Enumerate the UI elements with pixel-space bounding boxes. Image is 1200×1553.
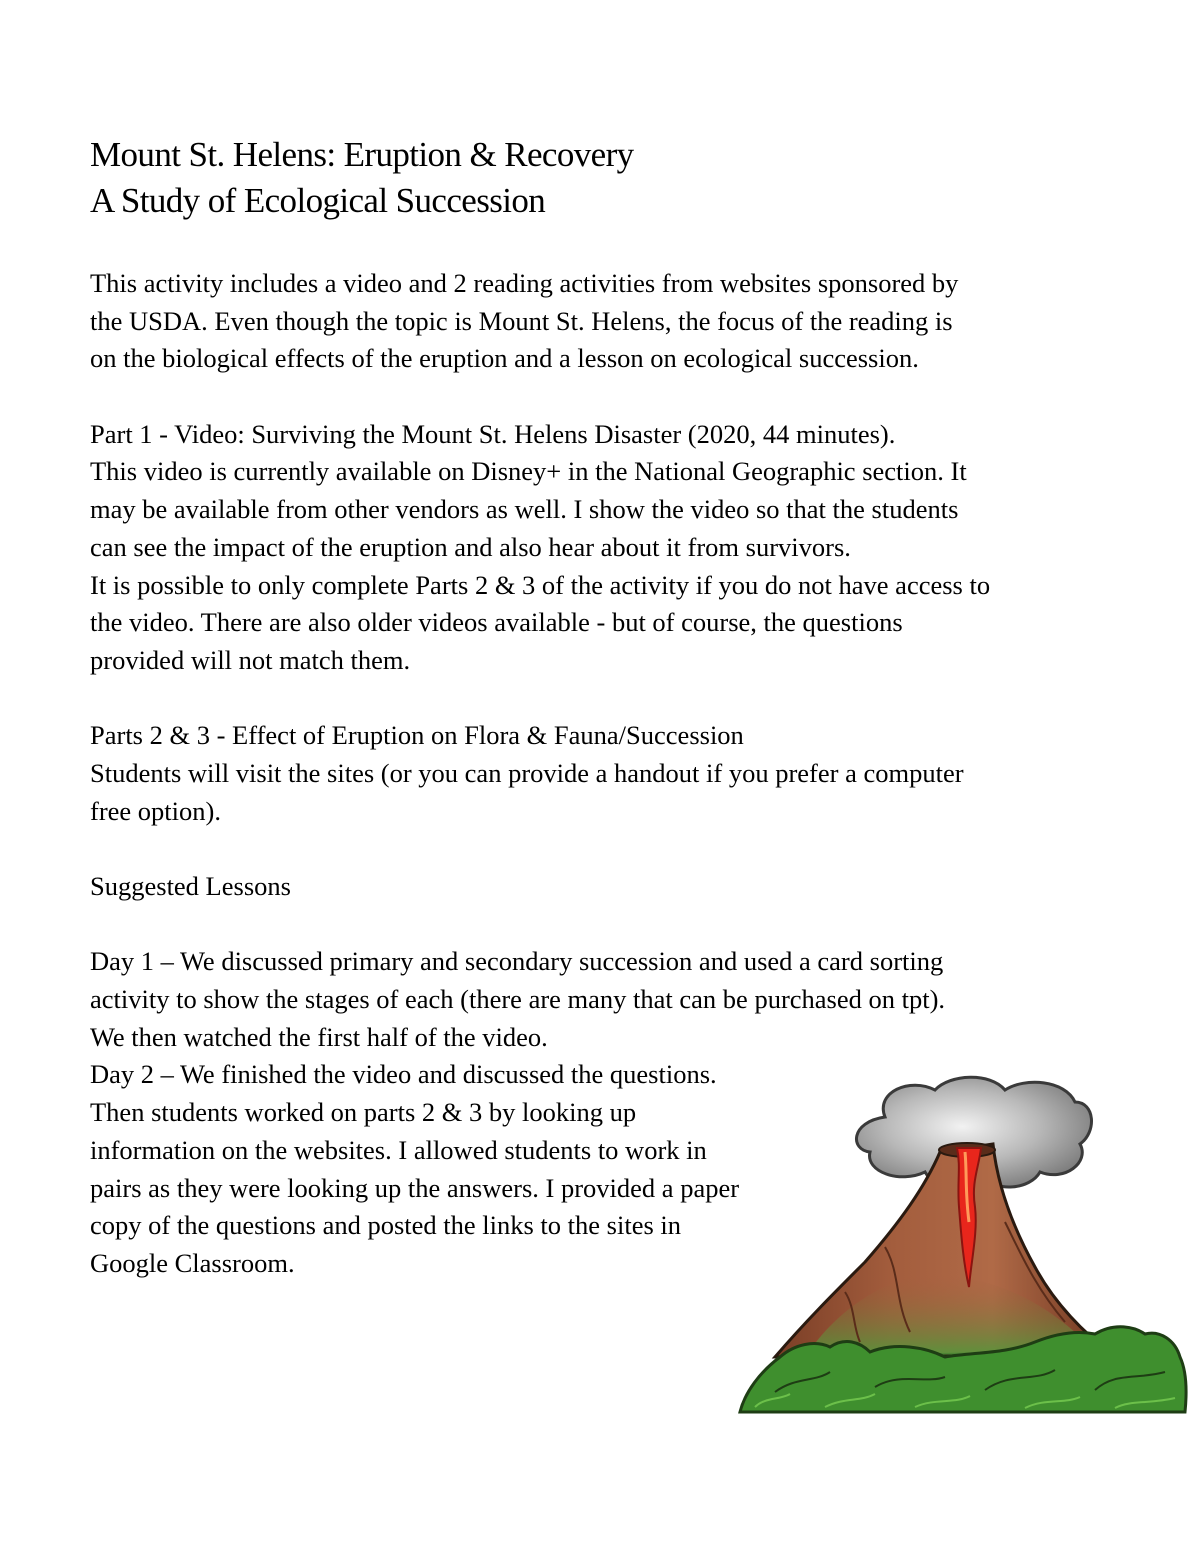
text-line: pairs as they were looking up the answers. I provided a paper <box>90 1172 740 1203</box>
text-line: information on the websites. I allowed students to work in <box>90 1134 707 1165</box>
text-line: Students will visit the sites (or you can provide a handout if you prefer a computer <box>90 757 964 788</box>
volcano-icon <box>735 1072 1190 1417</box>
text-line: We then watched the first half of the video. <box>90 1021 548 1052</box>
suggested-lessons-heading: Suggested Lessons <box>90 871 291 901</box>
text-line: Parts 2 & 3 - Effect of Eruption on Flora & Fauna/Succession <box>90 720 744 751</box>
document-title <box>90 132 1130 224</box>
text-line: the video. There are also older videos available - but of course, the questions <box>90 607 903 638</box>
parts23-paragraph <box>90 717 1150 830</box>
text-line: on the biological effects of the eruption and a lesson on ecological succession. <box>90 343 919 374</box>
text-line: It is possible to only complete Parts 2 & 3 of the activity if you do not have access to <box>90 569 991 600</box>
text-line: Day 1 – We discussed primary and secondary succession and used a card sorting <box>90 946 944 977</box>
part1-paragraph <box>90 416 1150 680</box>
text-line: activity to show the stages of each (there are many that can be purchased on tpt). <box>90 984 946 1015</box>
text-line: Google Classroom. <box>90 1247 295 1278</box>
title-line-1: Mount St. Helens: Eruption & Recovery <box>90 135 634 174</box>
text-line: can see the impact of the eruption and also hear about it from survivors. <box>90 531 851 562</box>
title-line-2: A Study of Ecological Succession <box>90 181 546 220</box>
text-line: This activity includes a video and 2 reading activities from websites sponsored by <box>90 268 959 298</box>
text-line: the USDA. Even though the topic is Mount St. Helens, the focus of the reading is <box>90 305 953 336</box>
intro-paragraph <box>90 265 1150 378</box>
text-line: free option). <box>90 795 221 826</box>
text-line: Part 1 - Video: Surviving the Mount St. Helens Disaster (2020, 44 minutes). <box>90 418 896 449</box>
text-line: Then students worked on parts 2 & 3 by looking up <box>90 1097 637 1128</box>
text-line: provided will not match them. <box>90 644 411 675</box>
text-line: This video is currently available on Disney+ in the National Geographic section. It <box>90 456 967 487</box>
text-line: copy of the questions and posted the links to the sites in <box>90 1210 682 1241</box>
text-line: Day 2 – We finished the video and discussed the questions. <box>90 1059 717 1090</box>
text-line: may be available from other vendors as well. I show the video so that the students <box>90 494 959 525</box>
